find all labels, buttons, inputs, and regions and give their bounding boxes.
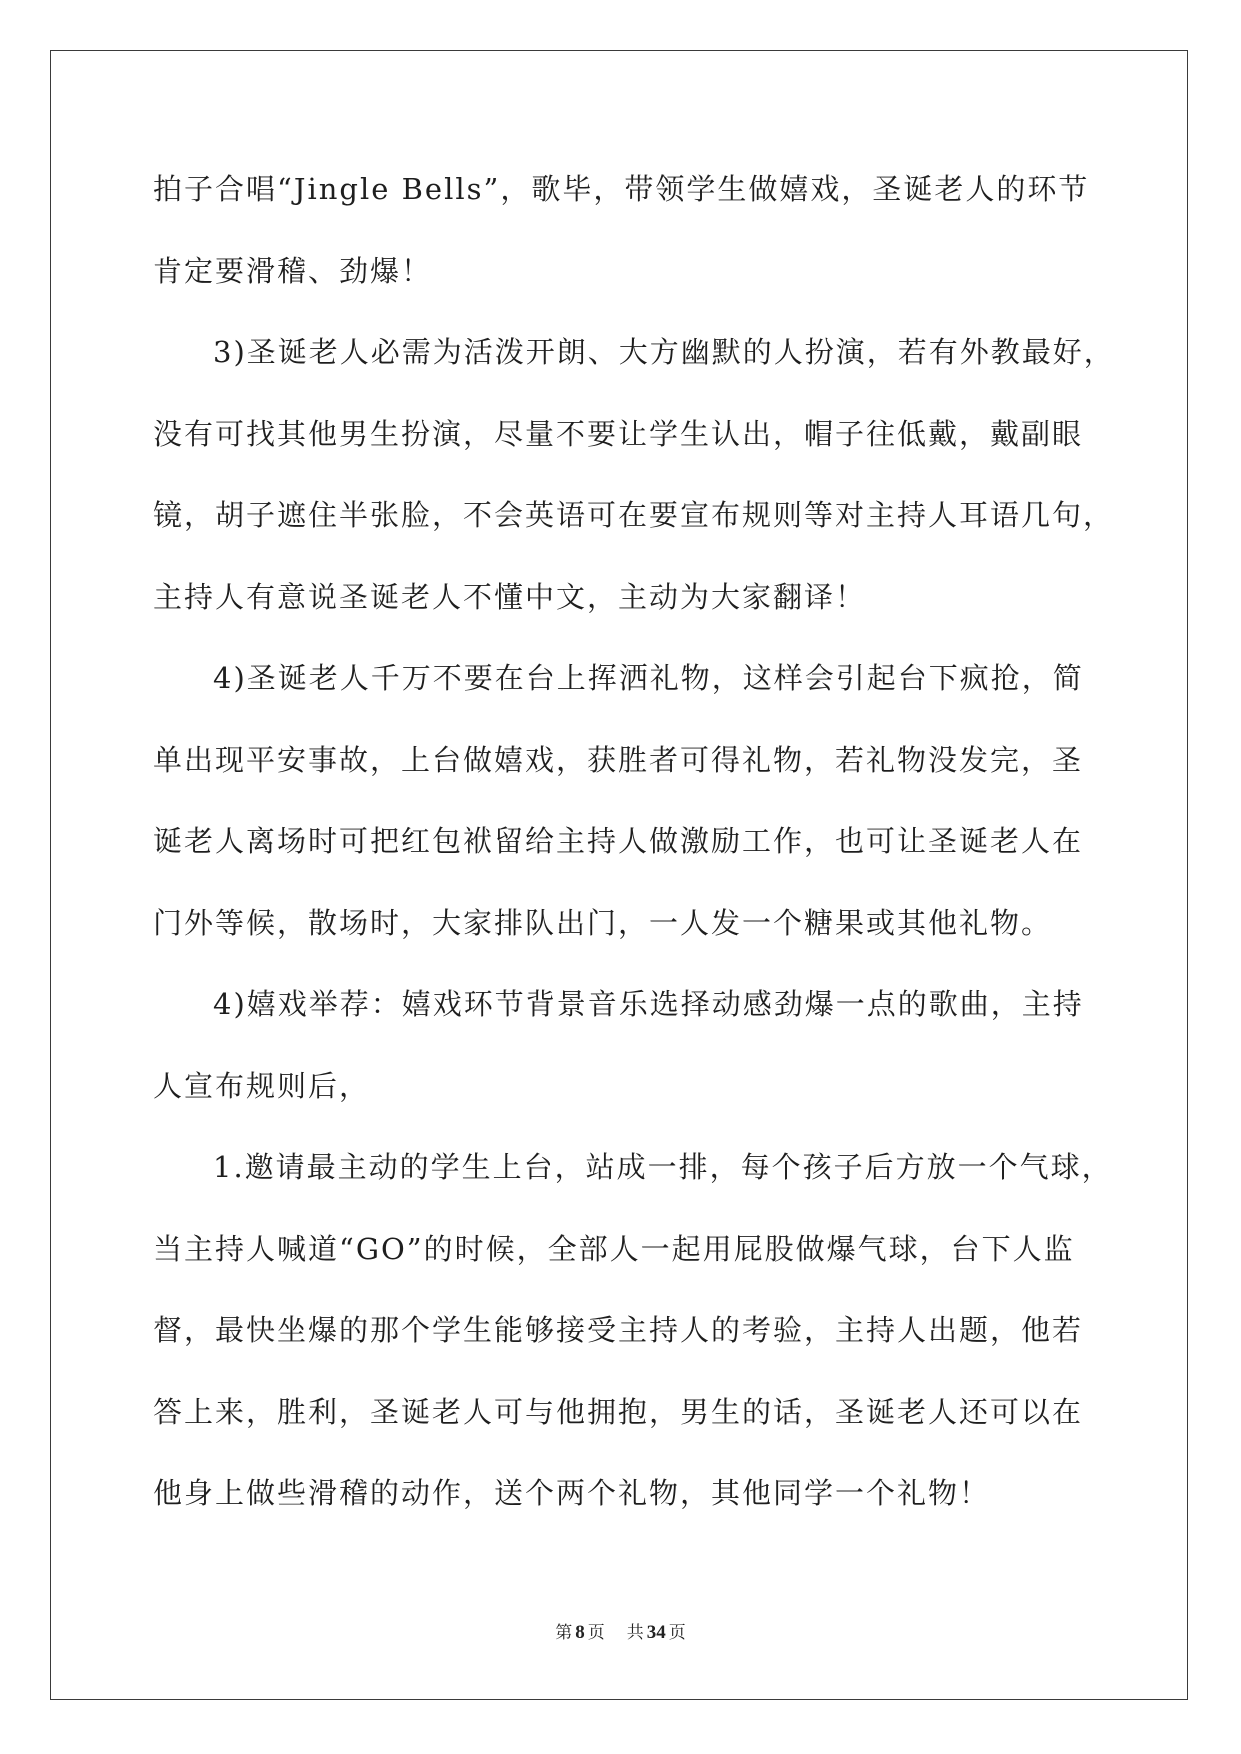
page-number-prefix: 第 <box>555 1623 573 1643</box>
paragraph <box>153 638 1153 964</box>
paragraph <box>153 149 1153 312</box>
text-line: 拍子合唱“Jingle Bells”，歌毕，带领学生做嬉戏，圣诞老人的环节 <box>153 172 1090 206</box>
text-line: 没有可找其他男生扮演，尽量不要让学生认出，帽子往低戴，戴副眼 <box>153 416 1084 451</box>
paragraph <box>153 312 1153 638</box>
text-line: 1.邀请最主动的学生上台，站成一排，每个孩子后方放一个气球， <box>213 1150 1113 1184</box>
text-line: 他身上做些滑稽的动作，送个两个礼物，其他同学一个礼物！ <box>153 1476 991 1510</box>
text-line: 单出现平安事故，上台做嬉戏，获胜者可得礼物，若礼物没发完，圣 <box>153 742 1084 777</box>
total-pages-prefix: 共 <box>626 1623 644 1643</box>
text-line: 答上来，胜利，圣诞老人可与他拥抱，男生的话，圣诞老人还可以在 <box>153 1394 1084 1429</box>
paragraph <box>153 1127 1153 1535</box>
text-line: 3)圣诞老人必需为活泼开朗、大方幽默的人扮演，若有外教最好， <box>213 335 1115 369</box>
text-line: 主持人有意说圣诞老人不懂中文，主动为大家翻译！ <box>153 579 867 614</box>
total-pages-suffix: 页 <box>668 1623 686 1643</box>
text-line: 诞老人离场时可把红包袱留给主持人做激励工作，也可让圣诞老人在 <box>153 824 1084 858</box>
text-line: 当主持人喊道“GO”的时候，全部人一起用屁股做爆气球，台下人监 <box>153 1231 1075 1266</box>
paragraph <box>153 964 1153 1127</box>
page-number-suffix: 页 <box>587 1623 605 1643</box>
text-line: 肯定要滑稽、劲爆！ <box>153 253 433 288</box>
text-line: 人宣布规则后， <box>153 1068 371 1103</box>
document-body <box>153 149 1153 1535</box>
text-line: 4)圣诞老人千万不要在台上挥洒礼物，这样会引起台下疯抢，简 <box>213 661 1084 695</box>
text-line: 督，最快坐爆的那个学生能够接受主持人的考验，主持人出题，他若 <box>153 1313 1084 1347</box>
total-pages: 34 <box>646 1622 666 1643</box>
page-number: 8 <box>575 1622 585 1643</box>
text-line: 镜，胡子遮住半张脸，不会英语可在要宣布规则等对主持人耳语几句， <box>153 498 1115 532</box>
text-line: 门外等候，散场时，大家排队出门，一人发一个糖果或其他礼物。 <box>153 905 1053 940</box>
page-footer <box>0 1620 1241 1646</box>
text-line: 4)嬉戏举荐：嬉戏环节背景音乐选择动感劲爆一点的歌曲，主持 <box>213 987 1084 1021</box>
